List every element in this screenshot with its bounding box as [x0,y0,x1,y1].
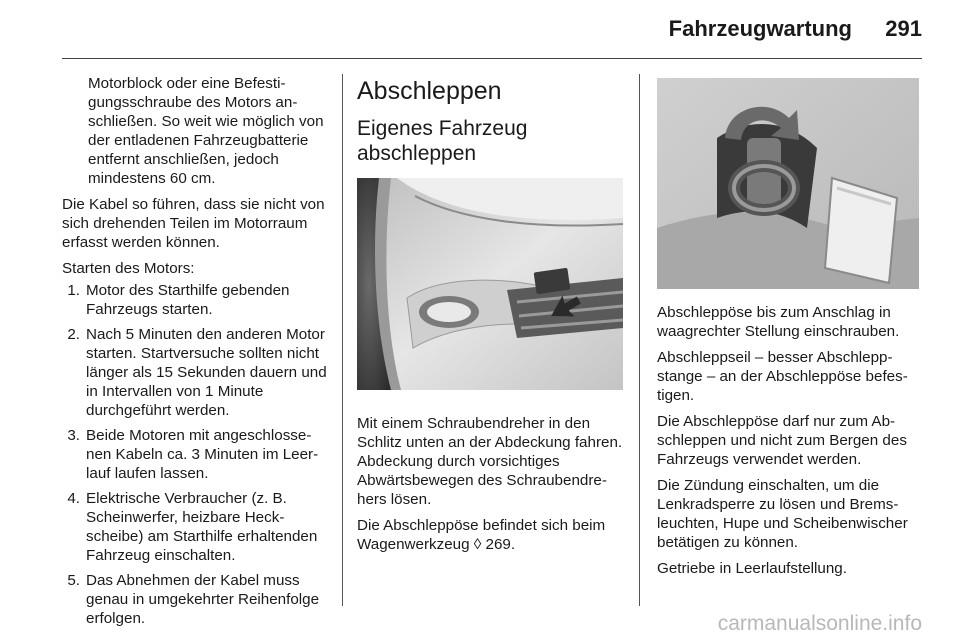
list-item: 1. Motor des Starthilfe gebenden Fahrzeugs starten. [67,282,290,318]
section-heading: Abschleppen [357,77,502,105]
header-divider [62,58,922,59]
paragraph: Getriebe in Leerlaufstellung. [657,560,847,577]
paragraph: Die Abschleppöse darf nur zum Abschleppen und nicht zum Bergen des Fahrzeugs verwendet werden. [657,413,907,468]
cable-routing-paragraph: Die Kabel so führen, dass sie nicht von sich drehenden Teilen im Motorraum erfasst werden können. [62,196,325,251]
cover-removal-paragraph: Mit einem Schraubendreher in den Schlitz unten an der Abdeckung fahren. Abdeckung durch vorsichtiges Abwärtsbewegen des Schraubendrehers lösen. [357,415,623,508]
paragraph: Abschleppöse bis zum Anschlag in waagrechter Stellung einschrauben. [657,304,900,340]
list-item: 2. Nach 5 Minuten den anderen Motor starten. Startversuche sollten nicht länger als 15 Sekunden dauern und in Intervallen von 1 Minute durchgeführt werden. [67,326,327,419]
continued-list-text: Motorblock oder eine Befestigungsschraube des Motors anschließen. So weit wie möglich von der entladenen Fahrzeugbatterie entfernt anschließen, jedoch mindestens 60 cm. [88,75,324,187]
list-item: 4. Elektrische Verbraucher (z. B. Scheinwerfer, heizbare Heckscheibe) am Starthilfe erhaltenden Fahrzeug einschalten. [67,490,318,564]
car-front-image [357,178,623,390]
towing-eye-location-paragraph: Die Abschleppöse befindet sich beim Wagenwerkzeug ◊ 269. [357,517,606,553]
section-title: Fahrzeugwartung [668,16,852,41]
page-header [0,0,960,62]
paragraph: Die Zündung einschalten, um die Lenkradsperre zu lösen und Bremsleuchten, Hupe und Scheibenwischer betätigen zu können. [657,477,908,551]
start-engine-intro: Starten des Motors: [62,260,195,277]
page-number: 291 [885,16,922,41]
towing-eye-image [657,78,919,289]
watermark: carmanualsonline.info [717,612,922,635]
paragraph: Abschleppseil – besser Abschleppstange – an der Abschleppöse befestigen. [657,349,908,404]
towing-eye-illustration [657,78,919,289]
start-steps-list [62,281,330,628]
list-item: 3. Beide Motoren mit angeschlossenen Kabeln ca. 3 Minuten im Leerlauf laufen lassen. [67,427,319,482]
list-item: 5. Das Abnehmen der Kabel muss genau in umgekehrter Reihenfolge erfolgen. [67,572,320,627]
bumper-cover-illustration [357,178,623,390]
column-divider-2 [639,74,640,606]
column-divider-1 [342,74,343,606]
column-1 [62,74,330,634]
subsection-heading: Eigenes Fahrzeug abschleppen [357,117,528,165]
